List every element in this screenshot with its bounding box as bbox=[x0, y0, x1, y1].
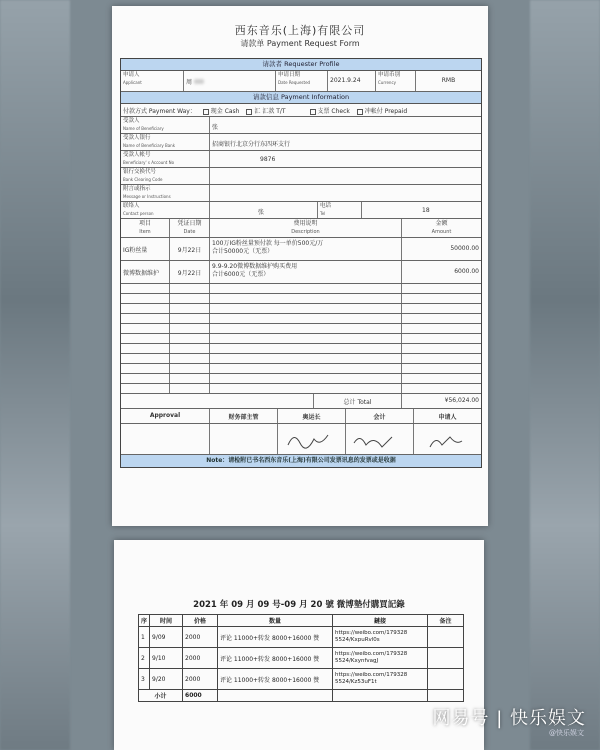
empty-table-row bbox=[121, 314, 481, 324]
empty-cell bbox=[209, 374, 401, 383]
applicant-row bbox=[121, 71, 481, 92]
contact-row bbox=[121, 202, 481, 219]
record-title: 2021 年 09 月 09 号-09 月 20 號 微博墊付購買記錄 bbox=[193, 600, 405, 610]
bank-label-en: Name of Beneficiary Bank bbox=[123, 143, 176, 148]
empty-cell bbox=[401, 294, 481, 303]
empty-cell bbox=[121, 314, 169, 323]
empty-table-row bbox=[121, 364, 481, 374]
empty-cell bbox=[401, 304, 481, 313]
redacted-mark bbox=[194, 79, 204, 84]
item-name: IG粉丝量 bbox=[123, 247, 148, 254]
requester-profile-bar: 请款者 Requester Profile bbox=[121, 59, 481, 71]
col-date-header: 凭证日期 bbox=[177, 220, 202, 227]
item-date: 9月22日 bbox=[169, 238, 209, 260]
record-col-qty: 数量 bbox=[218, 615, 333, 627]
col-date-header-en: Date bbox=[183, 229, 196, 235]
empty-cell bbox=[169, 354, 209, 363]
table-row bbox=[121, 238, 481, 261]
record-qty: 评论 11000+转发 8000+16000 赞 bbox=[218, 648, 333, 669]
record-note bbox=[428, 669, 464, 690]
bank-value: 招商银行北京分行东四环支行 bbox=[209, 134, 481, 150]
col-desc-header: 费用说明 bbox=[293, 220, 318, 227]
record-time: 9/10 bbox=[150, 648, 183, 669]
empty-cell bbox=[121, 354, 169, 363]
supervisor-label: 奥运长 bbox=[277, 409, 345, 423]
payment-way-label: 付款方式 Payment Way： bbox=[123, 108, 196, 115]
background-left bbox=[0, 0, 70, 750]
tel-label: 电话 bbox=[320, 203, 332, 209]
empty-cell bbox=[209, 334, 401, 343]
record-col-no: 序 bbox=[139, 615, 150, 627]
empty-cell bbox=[401, 334, 481, 343]
empty-cell bbox=[169, 374, 209, 383]
approval-label: Approval bbox=[149, 412, 181, 419]
checkbox-prepaid[interactable] bbox=[357, 109, 363, 115]
tel-value: 18 bbox=[361, 202, 481, 218]
option-check: 支票 Check bbox=[317, 108, 350, 115]
background-right bbox=[530, 0, 600, 750]
empty-cell bbox=[169, 314, 209, 323]
items-header-row bbox=[121, 219, 481, 238]
weibo-record-sheet bbox=[114, 540, 484, 750]
col-amount-header: 金额 bbox=[435, 220, 448, 227]
record-col-price: 价格 bbox=[183, 615, 218, 627]
record-subtotal-row bbox=[139, 690, 464, 702]
tel-label-en: Tel bbox=[320, 211, 326, 216]
empty-cell bbox=[209, 284, 401, 293]
empty-cell bbox=[209, 354, 401, 363]
item-date: 9月22日 bbox=[169, 261, 209, 283]
signature-header-row bbox=[121, 409, 481, 424]
currency-label: 申请币别 bbox=[378, 72, 401, 78]
empty-table-row bbox=[121, 334, 481, 344]
checkbox-cash[interactable] bbox=[203, 109, 209, 115]
beneficiary-label: 受款人 bbox=[123, 118, 140, 124]
option-prepaid: 冲帐付 Prepaid bbox=[364, 108, 408, 115]
bank-row bbox=[121, 134, 481, 151]
empty-table-row bbox=[121, 374, 481, 384]
empty-item-rows bbox=[121, 284, 481, 394]
note-bar: Note：请检附已书名西东音乐(上海)有限公司发票讯息的发票或是收据 bbox=[121, 455, 481, 467]
empty-cell bbox=[169, 304, 209, 313]
signature-scribble bbox=[280, 425, 345, 453]
item-desc-line2: 合计6000元（无票） bbox=[212, 271, 270, 278]
empty-cell bbox=[209, 294, 401, 303]
record-qty: 评论 11000+转发 8000+16000 赞 bbox=[218, 669, 333, 690]
message-value bbox=[209, 185, 481, 201]
empty-cell bbox=[209, 314, 401, 323]
clearing-row bbox=[121, 168, 481, 185]
currency-label-en: Currency bbox=[378, 80, 397, 85]
table-row bbox=[121, 261, 481, 284]
empty-cell bbox=[121, 344, 169, 353]
account-value: 9876 bbox=[209, 151, 481, 167]
empty-cell bbox=[401, 374, 481, 383]
empty-cell bbox=[169, 324, 209, 333]
total-label: 总计 Total bbox=[313, 394, 401, 408]
empty-cell bbox=[169, 344, 209, 353]
checkbox-tt[interactable] bbox=[246, 109, 252, 115]
clearing-label: 银行交换代号 bbox=[123, 169, 157, 175]
item-desc-line2: 合计50000元（无票） bbox=[212, 248, 274, 255]
empty-cell bbox=[121, 284, 169, 293]
finance-label: 财务部主管 bbox=[209, 409, 277, 423]
record-col-link: 鏈接 bbox=[333, 615, 428, 627]
company-title: 西东音乐(上海)有限公司 bbox=[234, 24, 366, 37]
empty-cell bbox=[169, 294, 209, 303]
applicant-label-en: Applicant bbox=[123, 80, 142, 85]
record-time: 9/20 bbox=[150, 669, 183, 690]
date-requested-value: 2021.9.24 bbox=[327, 71, 375, 91]
item-desc-line1: 100万IG粉丝量预付款 每一单价500元/万 bbox=[212, 240, 324, 247]
empty-cell bbox=[121, 384, 169, 393]
empty-cell bbox=[209, 304, 401, 313]
empty-cell bbox=[121, 364, 169, 373]
account-label: 受款人帐号 bbox=[123, 152, 151, 158]
applicant-label: 申请人 bbox=[123, 72, 140, 78]
record-price: 2000 bbox=[183, 627, 218, 648]
beneficiary-label-en: Name of Beneficiary bbox=[123, 126, 164, 131]
record-note bbox=[428, 627, 464, 648]
currency-value: RMB bbox=[415, 71, 481, 91]
record-no: 3 bbox=[139, 669, 150, 690]
account-label-en: Beneficiary' s Account No bbox=[123, 160, 175, 165]
contact-label: 联络人 bbox=[123, 203, 140, 209]
empty-table-row bbox=[121, 304, 481, 314]
empty-cell bbox=[121, 374, 169, 383]
empty-cell bbox=[401, 384, 481, 393]
contact-label-en: Contact person bbox=[123, 211, 154, 216]
beneficiary-row bbox=[121, 117, 481, 134]
record-col-time: 时间 bbox=[150, 615, 183, 627]
total-value: ¥56,024.00 bbox=[401, 394, 481, 408]
record-table bbox=[138, 614, 464, 702]
empty-cell bbox=[401, 284, 481, 293]
accounting-label: 会计 bbox=[345, 409, 413, 423]
record-qty: 评论 11000+转发 8000+16000 赞 bbox=[218, 627, 333, 648]
empty-cell bbox=[401, 364, 481, 373]
watermark: 网易号 | 快乐娱文 bbox=[432, 708, 586, 729]
applicant-value: 周 bbox=[186, 79, 193, 86]
message-row bbox=[121, 185, 481, 202]
record-no: 1 bbox=[139, 627, 150, 648]
table-row bbox=[139, 648, 464, 669]
record-time: 9/09 bbox=[150, 627, 183, 648]
clearing-value bbox=[209, 168, 481, 184]
applicant-sig-label: 申请人 bbox=[413, 409, 481, 423]
empty-cell bbox=[401, 344, 481, 353]
empty-cell bbox=[121, 334, 169, 343]
signature-scribble bbox=[348, 425, 413, 453]
record-link[interactable]: https://weibo.com/179328 5524/KxpuRvl0s bbox=[333, 627, 428, 648]
empty-table-row bbox=[121, 384, 481, 394]
record-link[interactable]: https://weibo.com/179328 5524/Kz53uF1t bbox=[333, 669, 428, 690]
date-requested-label-en: Date Requested bbox=[278, 80, 311, 85]
record-price: 2000 bbox=[183, 669, 218, 690]
empty-cell bbox=[121, 304, 169, 313]
table-row bbox=[139, 669, 464, 690]
record-link[interactable]: https://weibo.com/179328 5524/KxynfvagJ bbox=[333, 648, 428, 669]
record-note bbox=[428, 648, 464, 669]
item-amount: 50000.00 bbox=[401, 238, 481, 260]
empty-table-row bbox=[121, 324, 481, 334]
col-item-header: 项目 bbox=[138, 220, 151, 227]
checkbox-check[interactable] bbox=[310, 109, 316, 115]
signature-scribble bbox=[416, 425, 481, 453]
empty-cell bbox=[169, 334, 209, 343]
empty-cell bbox=[209, 364, 401, 373]
total-row bbox=[121, 394, 481, 409]
empty-cell bbox=[401, 354, 481, 363]
payment-form bbox=[120, 58, 482, 468]
col-amount-header-en: Amount bbox=[431, 229, 452, 235]
item-name: 微博数据维护 bbox=[123, 270, 160, 277]
contact-value: 张 bbox=[209, 202, 317, 218]
empty-cell bbox=[401, 314, 481, 323]
empty-cell bbox=[169, 364, 209, 373]
message-label-en: Message or Instructions bbox=[123, 194, 171, 199]
option-cash: 现金 Cash bbox=[210, 108, 240, 115]
empty-table-row bbox=[121, 284, 481, 294]
clearing-label-en: Bank Clearing Code bbox=[123, 177, 163, 182]
beneficiary-value: 张 bbox=[209, 117, 481, 133]
payment-way-row bbox=[121, 104, 481, 117]
subtotal-label: 小计 bbox=[139, 690, 183, 702]
item-amount: 6000.00 bbox=[401, 261, 481, 283]
empty-table-row bbox=[121, 294, 481, 304]
empty-cell bbox=[121, 294, 169, 303]
table-row bbox=[139, 627, 464, 648]
empty-cell bbox=[209, 384, 401, 393]
empty-cell bbox=[169, 384, 209, 393]
form-title: 请款单 Payment Request Form bbox=[240, 39, 360, 48]
empty-cell bbox=[121, 324, 169, 333]
message-label: 附言或指示 bbox=[123, 186, 151, 192]
subtotal-value: 6000 bbox=[183, 690, 218, 702]
empty-cell bbox=[169, 284, 209, 293]
empty-table-row bbox=[121, 344, 481, 354]
empty-cell bbox=[209, 344, 401, 353]
signature-row bbox=[121, 424, 481, 455]
date-requested-label: 申请日期 bbox=[278, 72, 301, 78]
item-desc-line1: 9.9-9.20微博数据维护购买费用 bbox=[212, 263, 298, 270]
col-item-header-en: Item bbox=[139, 229, 151, 235]
record-col-note: 备注 bbox=[428, 615, 464, 627]
watermark-sub: @快乐娱文 bbox=[549, 729, 584, 737]
bank-label: 受款人银行 bbox=[123, 135, 151, 141]
account-row bbox=[121, 151, 481, 168]
option-tt: 汇 汇款 T/T bbox=[254, 108, 286, 115]
col-desc-header-en: Description bbox=[291, 229, 320, 235]
record-header-row bbox=[139, 615, 464, 627]
payment-information-bar: 请款信息 Payment Information bbox=[121, 92, 481, 104]
empty-table-row bbox=[121, 354, 481, 364]
record-no: 2 bbox=[139, 648, 150, 669]
empty-cell bbox=[209, 324, 401, 333]
record-price: 2000 bbox=[183, 648, 218, 669]
empty-cell bbox=[401, 324, 481, 333]
payment-request-sheet bbox=[112, 6, 488, 526]
